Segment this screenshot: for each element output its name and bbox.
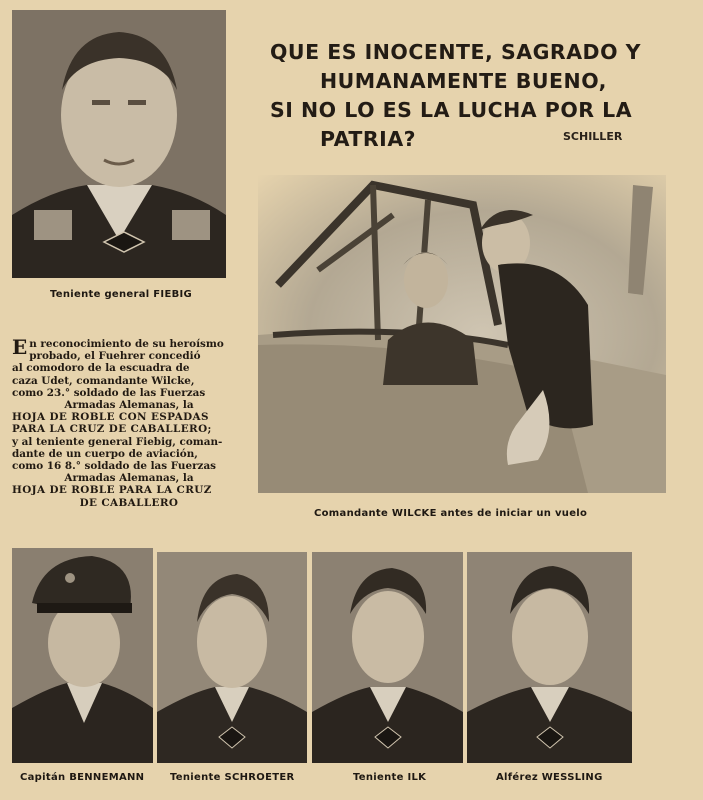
caption-fiebig: Teniente general FIEBIG bbox=[50, 289, 193, 300]
article-line: DE CABALLERO bbox=[79, 496, 179, 509]
article-line: Armadas Alemanas, la bbox=[64, 399, 194, 412]
caption-schroeter: Teniente SCHROETER bbox=[170, 772, 295, 783]
article-line: HOJA DE ROBLE PARA LA CRUZ bbox=[12, 484, 212, 497]
caption-wilcke: Comandante WILCKE antes de iniciar un vuelo bbox=[314, 508, 588, 519]
quote-line: HUMANAMENTE BUENO, bbox=[320, 69, 607, 93]
article-line: al comodoro de la escuadra de bbox=[12, 362, 190, 375]
article-line: como 23.° soldado de las Fuerzas bbox=[12, 386, 206, 399]
article-line: PARA LA CRUZ DE CABALLERO; bbox=[12, 423, 212, 436]
caption-ilk: Teniente ILK bbox=[353, 772, 427, 783]
photo-wilcke-cockpit bbox=[258, 175, 666, 493]
article-line: caza Udet, comandante Wilcke, bbox=[12, 374, 195, 387]
article-text bbox=[12, 335, 246, 509]
quote-author: SCHILLER bbox=[563, 130, 623, 143]
portrait-fiebig bbox=[12, 10, 226, 278]
caption-wessling: Alférez WESSLING bbox=[496, 772, 603, 783]
quote-line: SI NO LO ES LA LUCHA POR LA bbox=[270, 98, 633, 122]
article-line: probado, el Fuehrer concedió bbox=[29, 350, 201, 363]
portrait-bennemann bbox=[12, 548, 153, 763]
article-line: HOJA DE ROBLE CON ESPADAS bbox=[12, 411, 209, 424]
caption-bennemann: Capitán BENNEMANN bbox=[20, 772, 145, 783]
dropcap: E bbox=[12, 335, 28, 359]
quote-line: PATRIA? bbox=[320, 127, 417, 151]
portrait-wessling bbox=[467, 552, 632, 763]
article-line: Armadas Alemanas, la bbox=[64, 472, 194, 485]
article-line: n reconocimiento de su heroísmo bbox=[29, 338, 224, 350]
portrait-schroeter bbox=[157, 552, 307, 763]
portrait-ilk bbox=[312, 552, 463, 763]
article-line: dante de un cuerpo de aviación, bbox=[12, 447, 198, 460]
quote-line: QUE ES INOCENTE, SAGRADO Y bbox=[270, 40, 641, 64]
article-line: y al teniente general Fiebig, coman- bbox=[12, 435, 223, 448]
article-line: como 16 8.° soldado de las Fuerzas bbox=[12, 460, 217, 473]
